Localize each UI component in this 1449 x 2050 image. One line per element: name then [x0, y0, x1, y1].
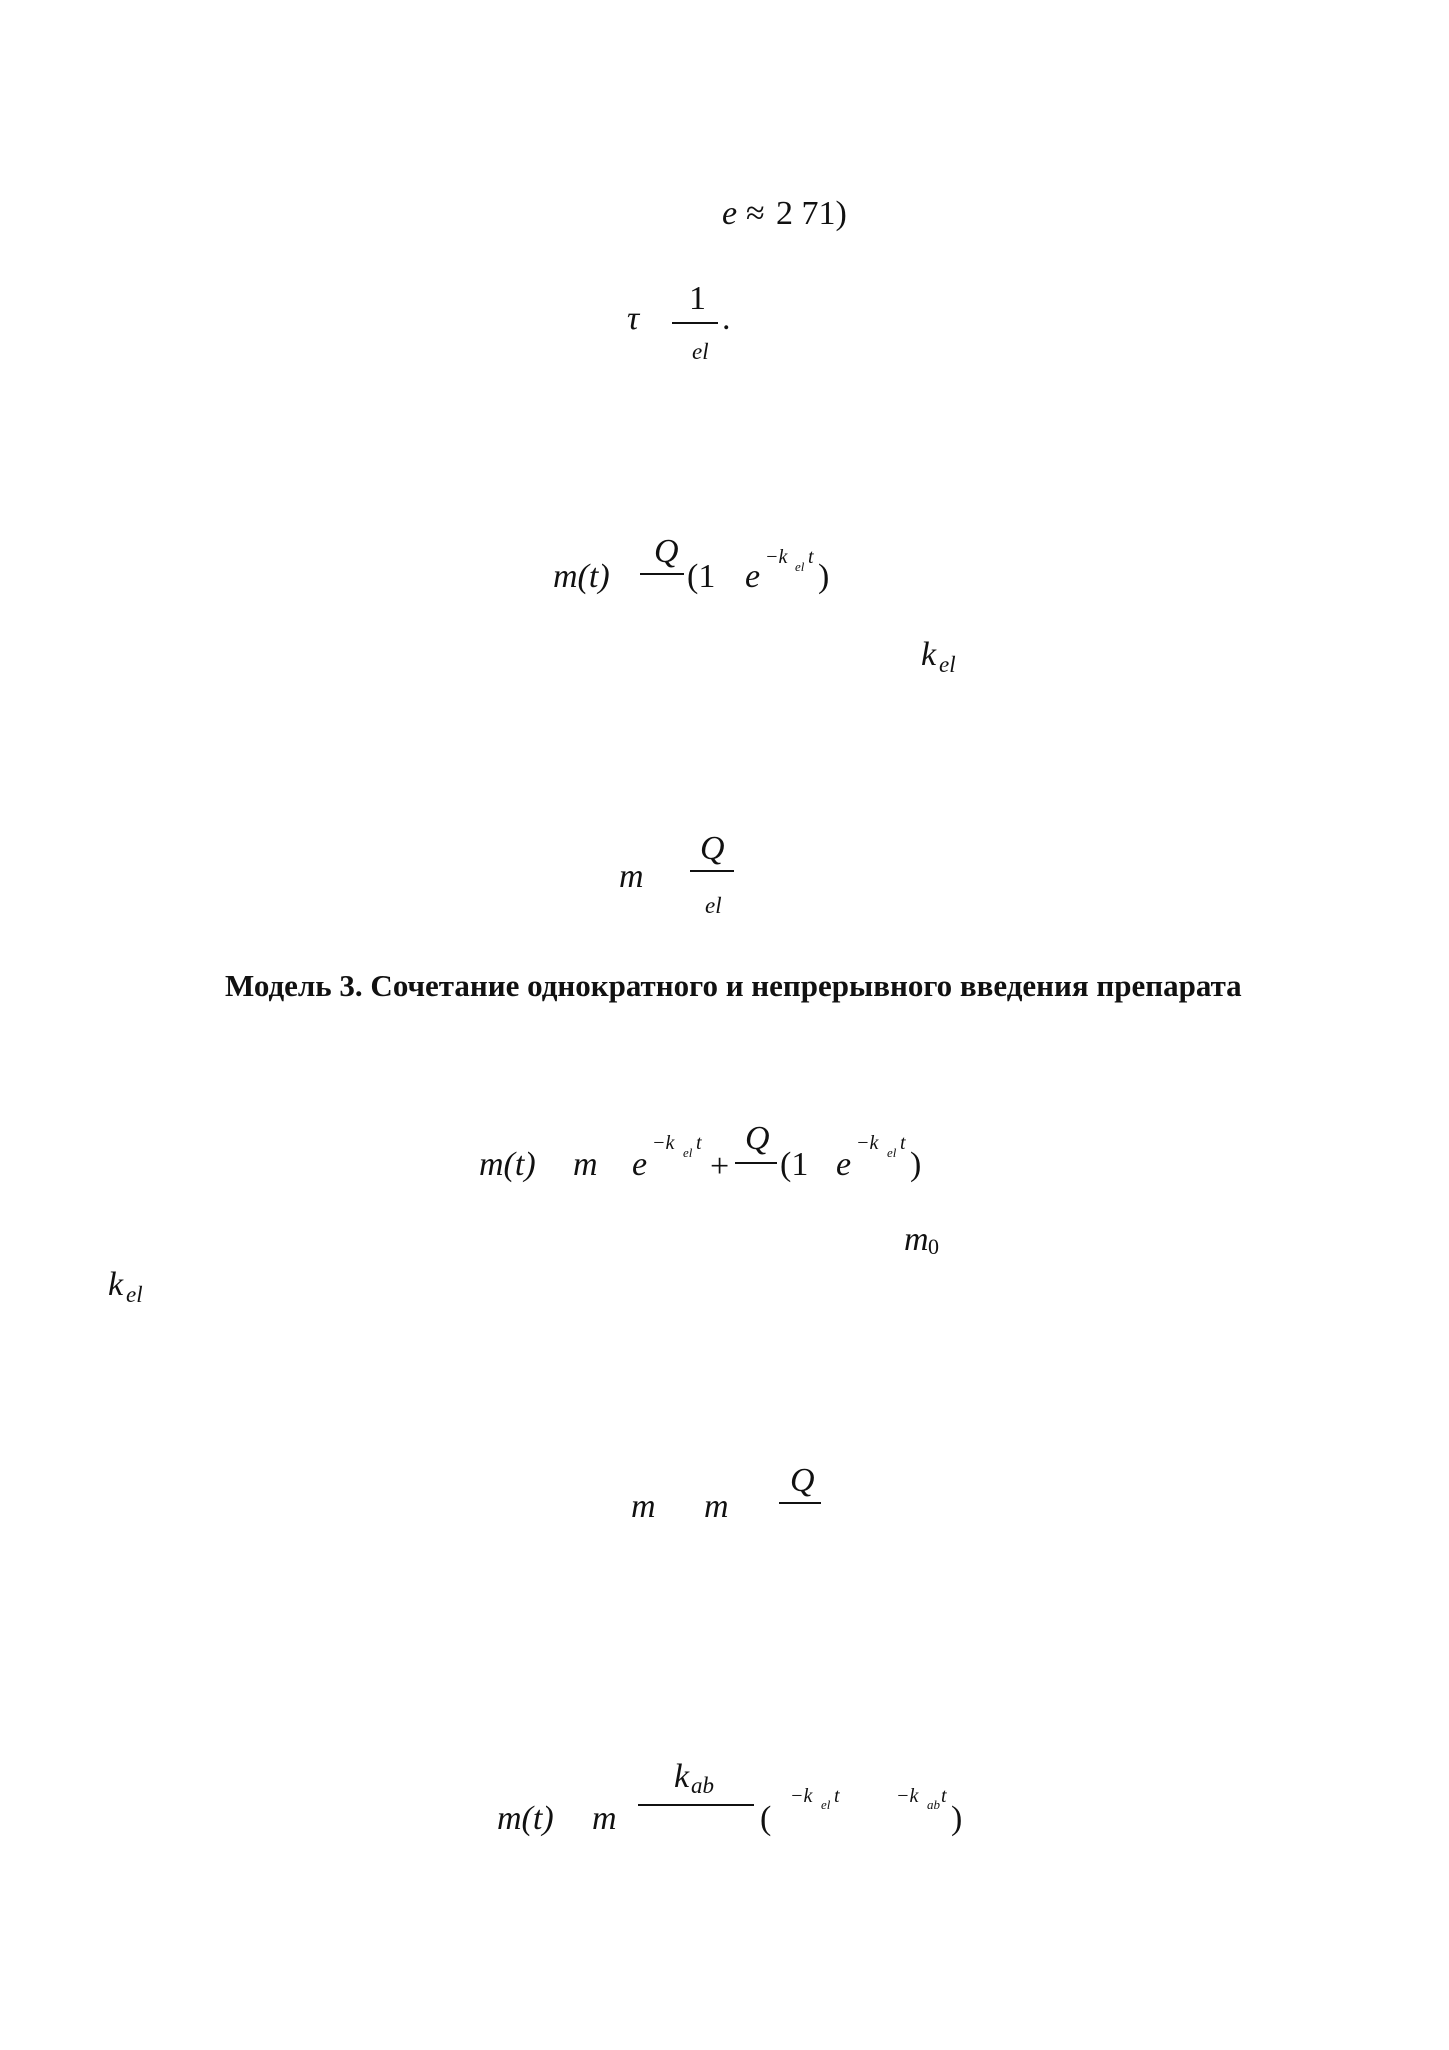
model4-exp2-minus: −k [896, 1785, 919, 1807]
model2-numerator: Q [654, 533, 679, 570]
model2-paren-close: ) [818, 558, 830, 595]
m0-sub: 0 [928, 1234, 939, 1259]
model3-exp2-minus: −k [856, 1132, 879, 1154]
fraction-bar [672, 322, 718, 324]
section-heading-model3: Модель 3. Сочетание однократного и непрерывного введения препарата [225, 968, 1242, 1003]
approx-sign: ≈ [746, 195, 765, 232]
model2-exp-minus: −k [765, 546, 788, 568]
fraction-bar [640, 573, 684, 575]
model4-numerator-k: k [674, 1758, 690, 1795]
model3-e1: e [632, 1146, 648, 1183]
model4-paren-close: ) [951, 1800, 963, 1837]
model3-exp1-t: t [696, 1132, 702, 1154]
m-steady-denominator: el [705, 893, 722, 918]
tau-fraction [672, 282, 720, 372]
model2-e: e [745, 558, 761, 595]
mm-numerator: Q [790, 1462, 815, 1499]
mm-fraction [779, 1464, 829, 1514]
fraction-bar [638, 1804, 754, 1806]
model3-exp2-sub: el [887, 1145, 897, 1160]
model3-plus: + [710, 1148, 730, 1185]
model2-paren-open: (1 [687, 558, 716, 595]
model3-paren-open: (1 [780, 1146, 809, 1183]
model3-m: m [573, 1146, 598, 1183]
model4-m: m [592, 1800, 617, 1837]
model3-numerator: Q [745, 1120, 770, 1157]
model3-fraction [735, 1122, 785, 1172]
model4-fraction [638, 1760, 758, 1820]
m-steady-numerator: Q [700, 830, 725, 867]
model2-lhs: m(t) [553, 558, 610, 595]
model2-exp-sub: el [795, 559, 805, 574]
kel-k: k [921, 636, 937, 673]
model4-exp2-sub: ab [927, 1797, 940, 1812]
model4-paren-open: ( [760, 1800, 772, 1837]
model3-exp1-sub: el [683, 1145, 693, 1160]
m-steady-symbol: m [619, 858, 644, 895]
model3-exp2-t: t [900, 1132, 906, 1154]
kel2-k: k [108, 1266, 124, 1303]
model4-exp1-t: t [834, 1785, 840, 1807]
model4-numerator-sub: ab [691, 1773, 714, 1798]
model3-e2: e [836, 1146, 852, 1183]
e-symbol: e [722, 195, 738, 232]
model3-exp1-minus: −k [652, 1132, 675, 1154]
tau-dot: . [722, 300, 731, 337]
mm-m1: m [631, 1488, 656, 1525]
e-value: 2 71) [776, 195, 847, 232]
model4-exp1-minus: −k [790, 1785, 813, 1807]
model4-lhs: m(t) [497, 1800, 554, 1837]
kel2-sub: el [126, 1282, 143, 1307]
fraction-bar [690, 870, 734, 872]
model4-exp1-sub: el [821, 1797, 831, 1812]
model3-paren-close: ) [910, 1146, 922, 1183]
model3-lhs: m(t) [479, 1146, 536, 1183]
tau-symbol: τ [627, 300, 640, 337]
fraction-bar [735, 1162, 777, 1164]
m0-m: m [904, 1221, 929, 1258]
fraction-bar [779, 1502, 821, 1504]
model2-fraction [640, 535, 690, 585]
tau-numerator: 1 [689, 280, 706, 317]
mm-m2: m [704, 1488, 729, 1525]
m-steady-fraction [690, 832, 738, 922]
model4-exp2-t: t [941, 1785, 947, 1807]
model2-exp-t: t [808, 546, 814, 568]
tau-denominator: el [692, 339, 709, 364]
kel-sub: el [939, 652, 956, 677]
